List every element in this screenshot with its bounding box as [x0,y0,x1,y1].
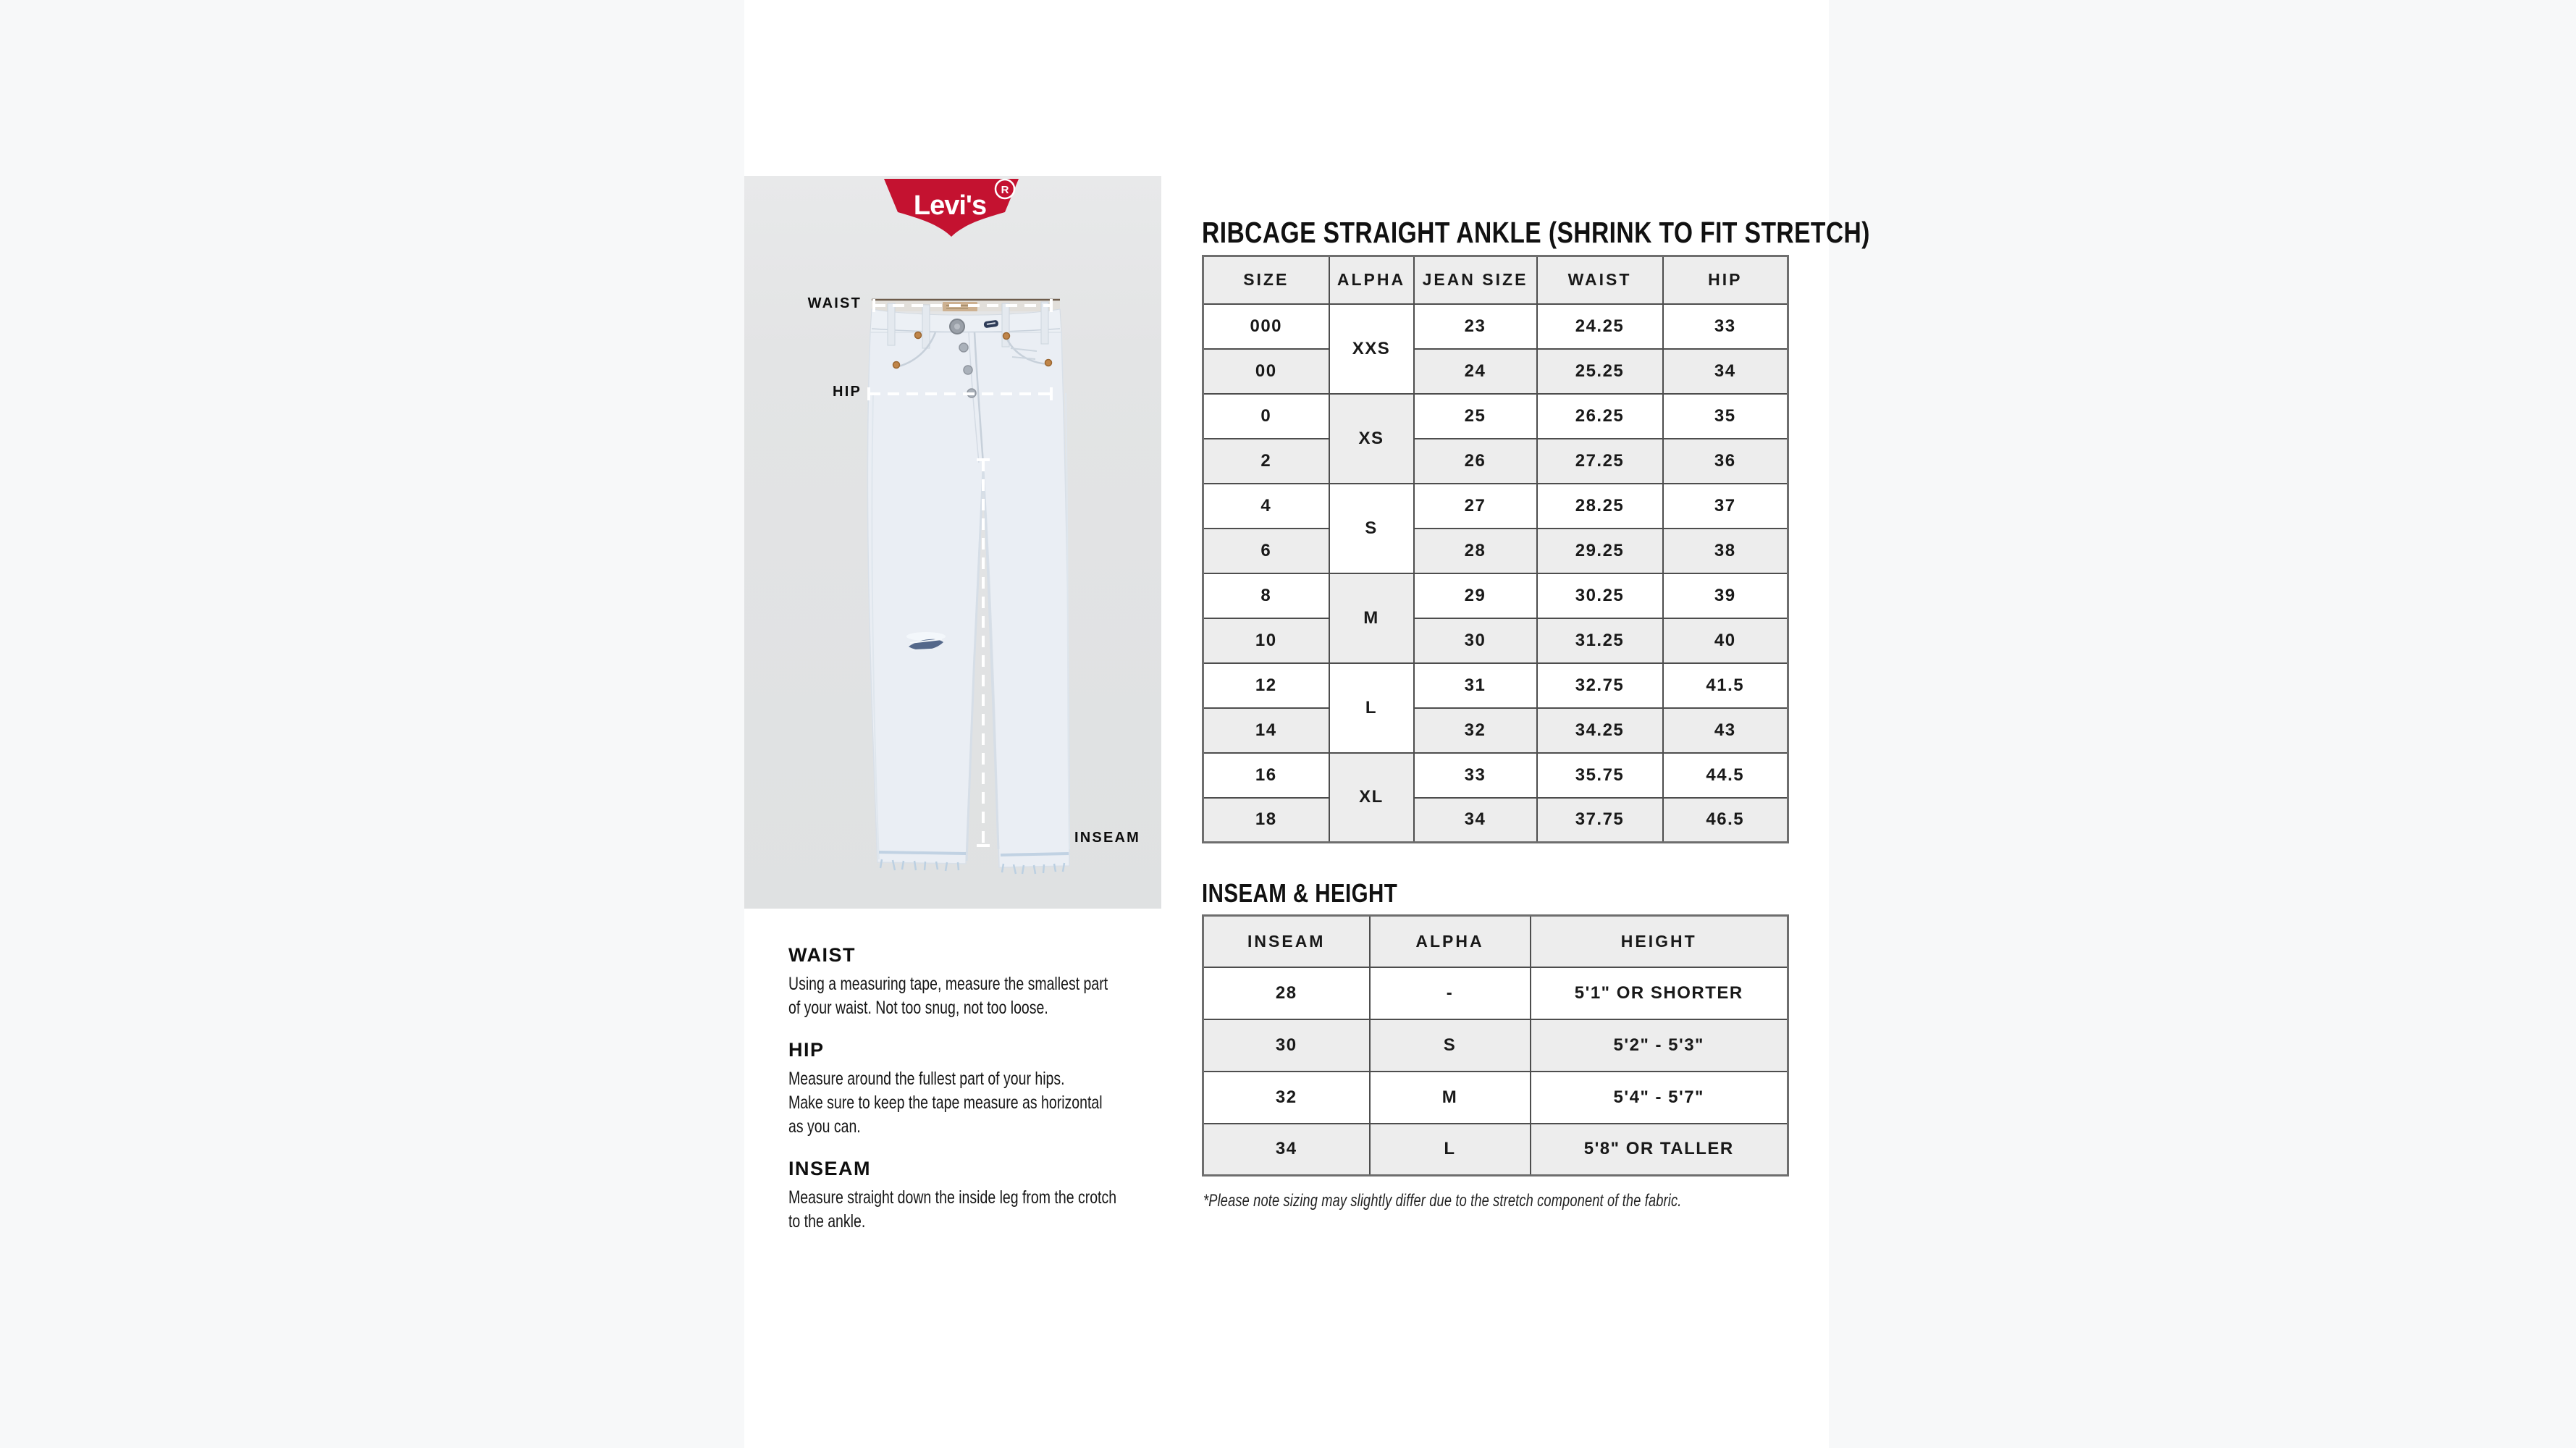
size-cell: 12 [1203,663,1329,708]
waist-cell: 35.75 [1537,753,1663,798]
hip-cell: 34 [1663,349,1788,394]
table-row [1203,618,1788,663]
alpha-cell: M [1370,1072,1531,1124]
inseam-diagram-label: INSEAM [1074,830,1140,846]
jean-size-cell: 34 [1414,798,1537,843]
jean-size-cell: 24 [1414,349,1537,394]
size-cell: 14 [1203,708,1329,753]
alpha-cell: L [1329,663,1414,753]
jean-size-cell: 29 [1414,573,1537,618]
size-cell: 6 [1203,529,1329,573]
size-cell: 2 [1203,439,1329,484]
table-row [1203,967,1788,1019]
alpha-cell: L [1370,1124,1531,1176]
guide-section-waist [788,944,1208,1020]
waist-cell: 27.25 [1537,439,1663,484]
alpha-cell: S [1370,1019,1531,1072]
jean-size-cell: 27 [1414,484,1537,529]
inseam-cell: 32 [1203,1072,1370,1124]
table-row [1203,1019,1788,1072]
col-jean-size: JEAN SIZE [1414,256,1537,304]
alpha-cell: S [1329,484,1414,573]
guide-section-hip [788,1039,1208,1139]
waist-cell: 37.75 [1537,798,1663,843]
col-height: HEIGHT [1531,916,1788,967]
hip-cell: 35 [1663,394,1788,439]
inseam-cell: 34 [1203,1124,1370,1176]
table-row [1203,304,1788,349]
jeans-photo [744,176,1161,909]
height-cell: 5'1" OR SHORTER [1531,967,1788,1019]
size-cell: 000 [1203,304,1329,349]
height-cell: 5'8" OR TALLER [1531,1124,1788,1176]
hip-cell: 44.5 [1663,753,1788,798]
guide-text-line: Measure straight down the inside leg from the crotch [788,1187,1117,1208]
table-row [1203,753,1788,798]
table-row [1203,349,1788,394]
inseam-height-table [1202,914,1789,1176]
waist-cell: 28.25 [1537,484,1663,529]
inseam-header-row [1203,916,1788,967]
table-row [1203,708,1788,753]
table-row [1203,439,1788,484]
table-row [1203,663,1788,708]
jeans-diagram-panel [744,176,1161,909]
hip-cell: 41.5 [1663,663,1788,708]
hip-cell: 36 [1663,439,1788,484]
hip-cell: 37 [1663,484,1788,529]
inseam-cell: 30 [1203,1019,1370,1072]
jean-size-cell: 31 [1414,663,1537,708]
alpha-cell: - [1370,967,1531,1019]
size-cell: 4 [1203,484,1329,529]
col-waist: WAIST [1537,256,1663,304]
size-cell: 8 [1203,573,1329,618]
hip-diagram-label: HIP [833,384,862,400]
guide-waist-heading: WAIST [788,944,856,966]
height-cell: 5'2" - 5'3" [1531,1019,1788,1072]
measuring-guide [788,944,1208,1253]
size-cell: 18 [1203,798,1329,843]
waist-cell: 34.25 [1537,708,1663,753]
jean-size-cell: 30 [1414,618,1537,663]
size-cell: 0 [1203,394,1329,439]
table-row [1203,394,1788,439]
inseam-cell: 28 [1203,967,1370,1019]
alpha-cell: XL [1329,753,1414,843]
size-chart-table [1202,255,1789,843]
size-chart-header-row [1203,256,1788,304]
col-alpha: ALPHA [1370,916,1531,967]
waist-cell: 26.25 [1537,394,1663,439]
jean-size-cell: 23 [1414,304,1537,349]
hip-cell: 39 [1663,573,1788,618]
registered-mark: R [1001,184,1009,196]
alpha-cell: XS [1329,394,1414,484]
waist-cell: 31.25 [1537,618,1663,663]
guide-hip-heading: HIP [788,1039,825,1061]
guide-text-line: Using a measuring tape, measure the smallest part [788,974,1108,994]
hip-cell: 43 [1663,708,1788,753]
alpha-cell: M [1329,573,1414,663]
stretch-footnote: *Please note sizing may slightly differ due to the stretch component of the fabric. [1203,1191,1682,1211]
table-row [1203,1072,1788,1124]
table-row [1203,484,1788,529]
jean-size-cell: 28 [1414,529,1537,573]
jean-size-cell: 33 [1414,753,1537,798]
hip-cell: 33 [1663,304,1788,349]
hip-cell: 46.5 [1663,798,1788,843]
jean-size-cell: 26 [1414,439,1537,484]
hip-cell: 40 [1663,618,1788,663]
col-inseam: INSEAM [1203,916,1370,967]
jean-size-cell: 32 [1414,708,1537,753]
waist-cell: 29.25 [1537,529,1663,573]
waist-cell: 24.25 [1537,304,1663,349]
table-row [1203,798,1788,843]
col-alpha: ALPHA [1329,256,1414,304]
table-row [1203,573,1788,618]
waist-cell: 30.25 [1537,573,1663,618]
guide-text-line: Measure around the fullest part of your hips. [788,1069,1065,1089]
waist-diagram-label: WAIST [807,295,862,311]
col-hip: HIP [1663,256,1788,304]
guide-text-line: to the ankle. [788,1211,866,1232]
size-cell: 10 [1203,618,1329,663]
levis-wordmark: Levi's [913,190,987,221]
waist-cell: 25.25 [1537,349,1663,394]
table-row [1203,529,1788,573]
waist-cell: 32.75 [1537,663,1663,708]
guide-text-line: of your waist. Not too snug, not too loose. [788,998,1048,1018]
jean-size-cell: 25 [1414,394,1537,439]
size-cell: 00 [1203,349,1329,394]
size-cell: 16 [1203,753,1329,798]
height-cell: 5'4" - 5'7" [1531,1072,1788,1124]
inseam-height-title: INSEAM & HEIGHT [1202,878,1398,908]
hip-cell: 38 [1663,529,1788,573]
guide-section-inseam [788,1158,1208,1234]
alpha-cell: XXS [1329,304,1414,394]
table-row [1203,1124,1788,1176]
col-size: SIZE [1203,256,1329,304]
size-chart-title: RIBCAGE STRAIGHT ANKLE (SHRINK TO FIT STRETCH) [1202,216,1870,249]
guide-text-line: as you can. [788,1116,861,1137]
guide-text-line: Make sure to keep the tape measure as horizontal [788,1093,1103,1113]
guide-inseam-heading: INSEAM [788,1158,872,1179]
